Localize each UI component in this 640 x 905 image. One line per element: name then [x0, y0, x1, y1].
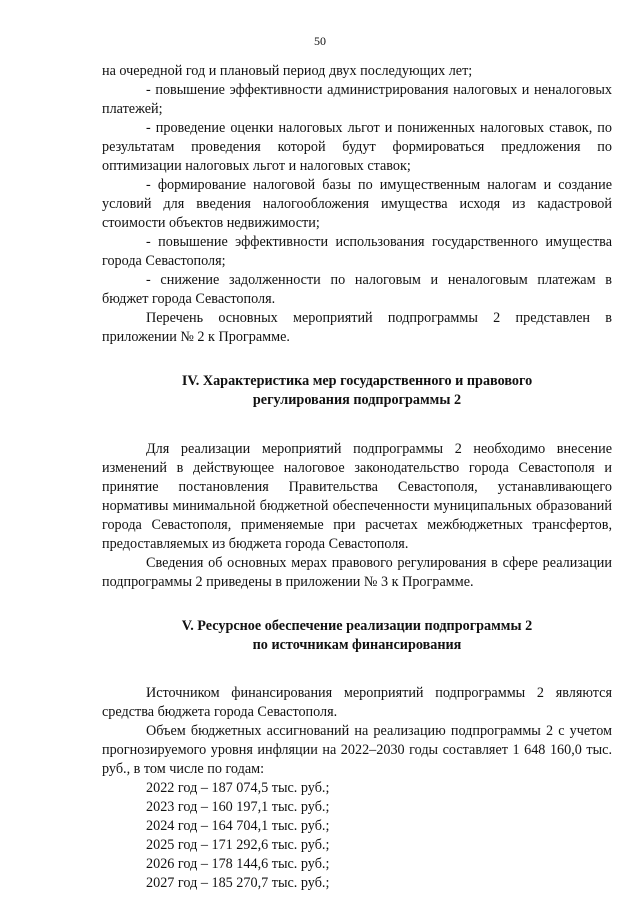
- year-allocation: 2024 год – 164 704,1 тыс. руб.;: [146, 818, 330, 834]
- year-allocation: 2027 год – 185 270,7 тыс. руб.;: [146, 875, 330, 891]
- paragraph: Для реализации мероприятий подпрограммы 2 необходимо внесение изменений в действующее налоговое законодательство города Севастополя и принятие постановления Правительства Севастополя, устанавливающего нормативы минимальной бюджетной обеспеченности муниципальных образований города Севастополя, применяемые при расчетах межбюджетных трансфертов, предоставляемых из бюджета города Севастополя.: [102, 441, 612, 552]
- paragraph: Сведения об основных мерах правового регулирования в сфере реализации подпрограммы 2 приведены в приложении № 3 к Программе.: [102, 555, 612, 590]
- list-item: - повышение эффективности администрирования налоговых и неналоговых платежей;: [102, 82, 612, 117]
- document-body: [102, 62, 612, 893]
- section-heading-line: V. Ресурсное обеспечение реализации подпрограммы 2: [181, 618, 533, 634]
- section-heading-line: по источникам финансирования: [252, 637, 462, 653]
- section-heading: [102, 617, 612, 655]
- year-allocation: 2023 год – 160 197,1 тыс. руб.;: [146, 799, 330, 815]
- year-allocation: 2026 год – 178 144,6 тыс. руб.;: [146, 856, 330, 872]
- section-heading: [102, 372, 612, 410]
- section-heading-line: регулирования подпрограммы 2: [252, 392, 462, 408]
- paragraph: Перечень основных мероприятий подпрограммы 2 представлен в приложении № 2 к Программе.: [102, 310, 612, 345]
- year-allocation: 2025 год – 171 292,6 тыс. руб.;: [146, 837, 330, 853]
- year-allocation: 2022 год – 187 074,5 тыс. руб.;: [146, 780, 330, 796]
- page-number: 50: [314, 34, 326, 48]
- paragraph: на очередной год и плановый период двух последующих лет;: [102, 63, 473, 79]
- list-item: - повышение эффективности использования государственного имущества города Севастополя;: [102, 234, 612, 269]
- paragraph: Источником финансирования мероприятий подпрограммы 2 являются средства бюджета города Севастополя.: [102, 685, 612, 720]
- section-heading-line: IV. Характеристика мер государственного и правового: [181, 373, 533, 389]
- list-item: - проведение оценки налоговых льгот и пониженных налоговых ставок, по результатам проведения которой будут формироваться предложения по оптимизации налоговых льгот и налоговых ставок;: [102, 120, 612, 174]
- list-item: - формирование налоговой базы по имущественным налогам и создание условий для введения налогообложения имущества исходя из кадастровой стоимости объектов недвижимости;: [102, 177, 612, 231]
- paragraph: Объем бюджетных ассигнований на реализацию подпрограммы 2 с учетом прогнозируемого уровня инфляции на 2022–2030 годы составляет 1 648 160,0 тыс. руб., в том числе по годам:: [102, 723, 612, 777]
- list-item: - снижение задолженности по налоговым и неналоговым платежам в бюджет города Севастополя.: [102, 272, 612, 307]
